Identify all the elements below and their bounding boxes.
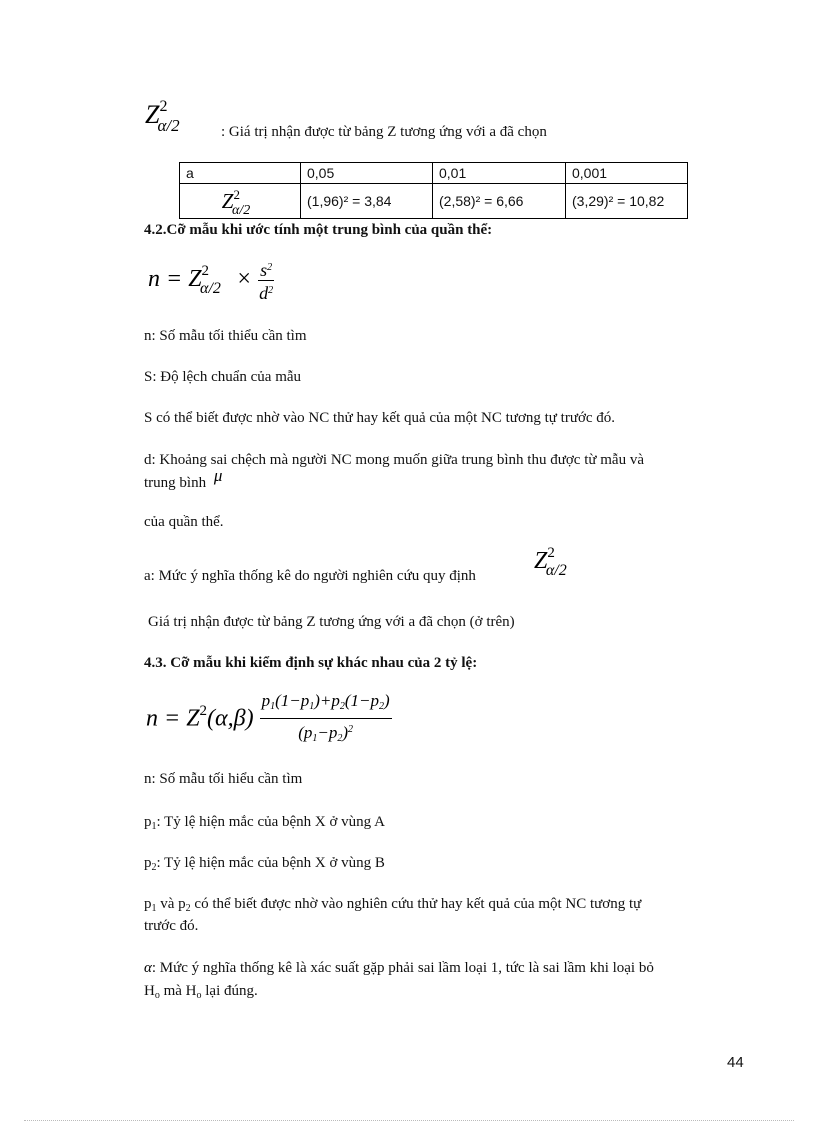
text-fragment: và [160,896,175,912]
table-cell: 0,01 [433,163,566,184]
text-line: d: Khoảng sai chệch mà người NC mong muốn giữa trung bình thu được từ mẫu và [144,452,644,468]
h-symbol: H [185,983,197,999]
text-line: trước đó. [144,918,199,934]
section-heading-4-2: 4.2.Cỡ mẫu khi ước tính một trung bình của quần thể: [144,222,493,238]
table-cell: a [180,163,301,184]
h-symbol: H [144,983,155,999]
text-line: S: Độ lệch chuẩn của mẫu [144,369,302,385]
p2-symbol: p [144,855,152,871]
alpha-symbol: α [144,960,152,976]
text-line [144,894,641,919]
p1-subscript: 1 [151,903,157,914]
text-line: S có thể biết được nhờ vào NC thử hay kết quả của một NC tương tự trước đó. [144,410,616,426]
text-line: Giá trị nhận được từ bảng Z tương ứng với a đã chọn (ở trên) [148,614,515,630]
table-cell: (1,96)² = 3,84 [301,184,433,219]
table-row [180,184,688,219]
text-fragment: : Tỷ lệ hiện mắc của bệnh X ở vùng B [156,855,385,871]
text-fragment: lại đúng. [205,983,258,999]
text-line: n: Số mẫu tối hiểu cần tìm [144,771,303,787]
h-subscript: o [154,990,160,1001]
table-cell [180,184,301,219]
h-subscript: o [196,990,202,1001]
text-line [144,958,654,978]
text-line: của quần thể. [144,514,224,530]
z-alpha-half-symbol: $Z^2_{\alpha/2}$ [221,186,251,218]
text-fragment: có thể biết được nhờ vào nghiên cứu thử hay kết quả của một NC tương tự [194,896,642,912]
p2-subscript: 2 [185,903,191,914]
text-fragment: a: Mức ý nghĩa thống kê do người nghiên cứu quy định [144,568,476,584]
p1-symbol: p [144,814,152,830]
text-line: n: Số mẫu tối thiểu cần tìm [144,328,307,344]
p2-subscript: 2 [151,862,157,873]
formula-two-proportions: $n = Z^2(\alpha,\beta)$ $\frac{p_1(1-p_1)+p_2(1-p_2)}{(p_1-p_2)^2}$ [146,691,390,744]
mu-symbol: μ [213,466,223,485]
text-fragment: trung bình [144,475,207,491]
text-line [144,812,385,837]
z-table-caption: : Giá trị nhận được từ bảng Z tương ứng với a đã chọn [221,124,547,140]
z-alpha-half-symbol: $Z^2_{\alpha/2}$ [534,545,567,579]
p1-subscript: 1 [151,821,157,832]
table-cell: 0,001 [566,163,688,184]
text-fragment: mà [163,983,182,999]
table-row [180,163,688,184]
text-line [144,566,476,586]
text-line [144,853,385,878]
text-line [144,466,223,493]
p1-symbol: p [144,896,152,912]
text-fragment: : Mức ý nghĩa thống kê là xác suất gặp phải sai lầm loại 1, tức là sai lầm khi loại bỏ [151,960,654,976]
table-cell: 0,05 [301,163,433,184]
formula-mean-sample-size: $n = Z^2_{\alpha/2}$ × $\frac{s^2}{d^2}$ [148,260,274,303]
section-heading-4-3: 4.3. Cỡ mẫu khi kiểm định sự khác nhau của 2 tỷ lệ: [144,655,478,671]
page-number: 44 [727,1054,744,1071]
text-line [144,981,258,1006]
table-cell: (2,58)² = 6,66 [433,184,566,219]
z-value-table [179,162,688,219]
table-cell: (3,29)² = 10,82 [566,184,688,219]
p2-symbol: p [178,896,186,912]
text-fragment: : Tỷ lệ hiện mắc của bệnh X ở vùng A [156,814,385,830]
z-alpha-half-symbol: $Z^2_{\alpha/2}$ [145,98,180,135]
page-bottom-divider [24,1120,794,1121]
